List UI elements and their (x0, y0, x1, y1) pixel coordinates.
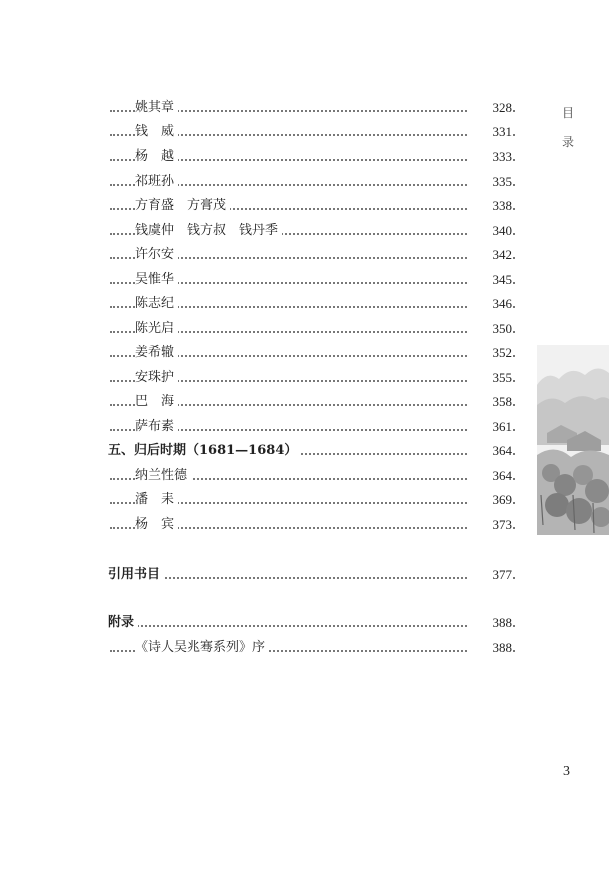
toc-entry[interactable] (0, 319, 609, 339)
entry-page: 346 (468, 294, 512, 314)
dot-leader (110, 625, 515, 627)
entry-title: 萨布素 (135, 417, 178, 437)
toc-entry[interactable] (0, 172, 609, 192)
toc-entry[interactable] (0, 294, 609, 314)
entry-title: 安珠护 (135, 368, 178, 388)
entry-title: 许尔安 (135, 245, 178, 265)
entry-title: 姚其章 (135, 98, 178, 118)
entry-page: 364 (468, 466, 512, 486)
toc-entry[interactable] (0, 466, 609, 486)
entry-page: 331 (468, 122, 512, 142)
toc-entry[interactable] (0, 638, 609, 658)
entry-page: 373 (468, 515, 512, 535)
toc-entry[interactable] (0, 368, 609, 388)
entry-page: 335 (468, 172, 512, 192)
entry-page: 340 (468, 221, 512, 241)
dot-leader (110, 577, 515, 579)
entry-page: 358 (468, 392, 512, 412)
toc-entry[interactable] (0, 515, 609, 535)
entry-title: 吴惟华 (135, 270, 178, 290)
entry-page: 338 (468, 196, 512, 216)
entry-title: 钱 威 (135, 122, 178, 142)
entry-title: 潘 耒 (135, 490, 178, 510)
entry-page: 355 (468, 368, 512, 388)
toc-entry[interactable] (0, 147, 609, 167)
toc-entry[interactable] (0, 270, 609, 290)
toc-entry[interactable] (0, 245, 609, 265)
entry-title: 方育盛 方膏茂 (135, 196, 230, 216)
toc-entry[interactable] (0, 221, 609, 241)
toc-entry[interactable] (0, 196, 609, 216)
entry-page: 388 (468, 638, 512, 658)
toc-entry[interactable] (0, 392, 609, 412)
entry-page: 369 (468, 490, 512, 510)
entry-page: 328 (468, 98, 512, 118)
toc-section[interactable] (0, 613, 609, 633)
entry-title: 钱虞仲 钱方叔 钱丹季 (135, 221, 282, 241)
section-title: 引用书目 (108, 565, 164, 585)
entry-page: 342 (468, 245, 512, 265)
entry-title: 祁班孙 (135, 172, 178, 192)
toc-entry[interactable] (0, 343, 609, 363)
entry-page: 364 (468, 441, 512, 461)
side-label-mu: 目 (562, 106, 575, 120)
toc-entry[interactable] (0, 490, 609, 510)
entry-page: 361 (468, 417, 512, 437)
entry-title: 杨 宾 (135, 515, 178, 535)
toc-entry[interactable] (0, 98, 609, 118)
toc-section[interactable] (0, 441, 609, 461)
section-title: 附录 (108, 613, 138, 633)
entry-title: 陈志纪 (135, 294, 178, 314)
entry-page: 388 (468, 613, 512, 633)
toc-entry[interactable] (0, 417, 609, 437)
entry-title: 陈光启 (135, 319, 178, 339)
landscape-painting-image (537, 345, 609, 535)
entry-title: 《诗人吴兆骞系列》序 (135, 638, 269, 658)
entry-page: 333 (468, 147, 512, 167)
entry-title: 纳兰性德 (135, 466, 191, 486)
entry-page: 350 (468, 319, 512, 339)
entry-page: 377 (468, 565, 512, 585)
page-number: 3 (563, 764, 570, 779)
section-title: 五、归后时期（1681—1684） (108, 441, 301, 461)
entry-title: 巴 海 (135, 392, 178, 412)
side-label-lu: 录 (562, 135, 575, 149)
entry-page: 352 (468, 343, 512, 363)
toc-section[interactable] (0, 565, 609, 585)
entry-title: 姜希辙 (135, 343, 178, 363)
entry-page: 345 (468, 270, 512, 290)
toc-entry[interactable] (0, 122, 609, 142)
entry-title: 杨 越 (135, 147, 178, 167)
